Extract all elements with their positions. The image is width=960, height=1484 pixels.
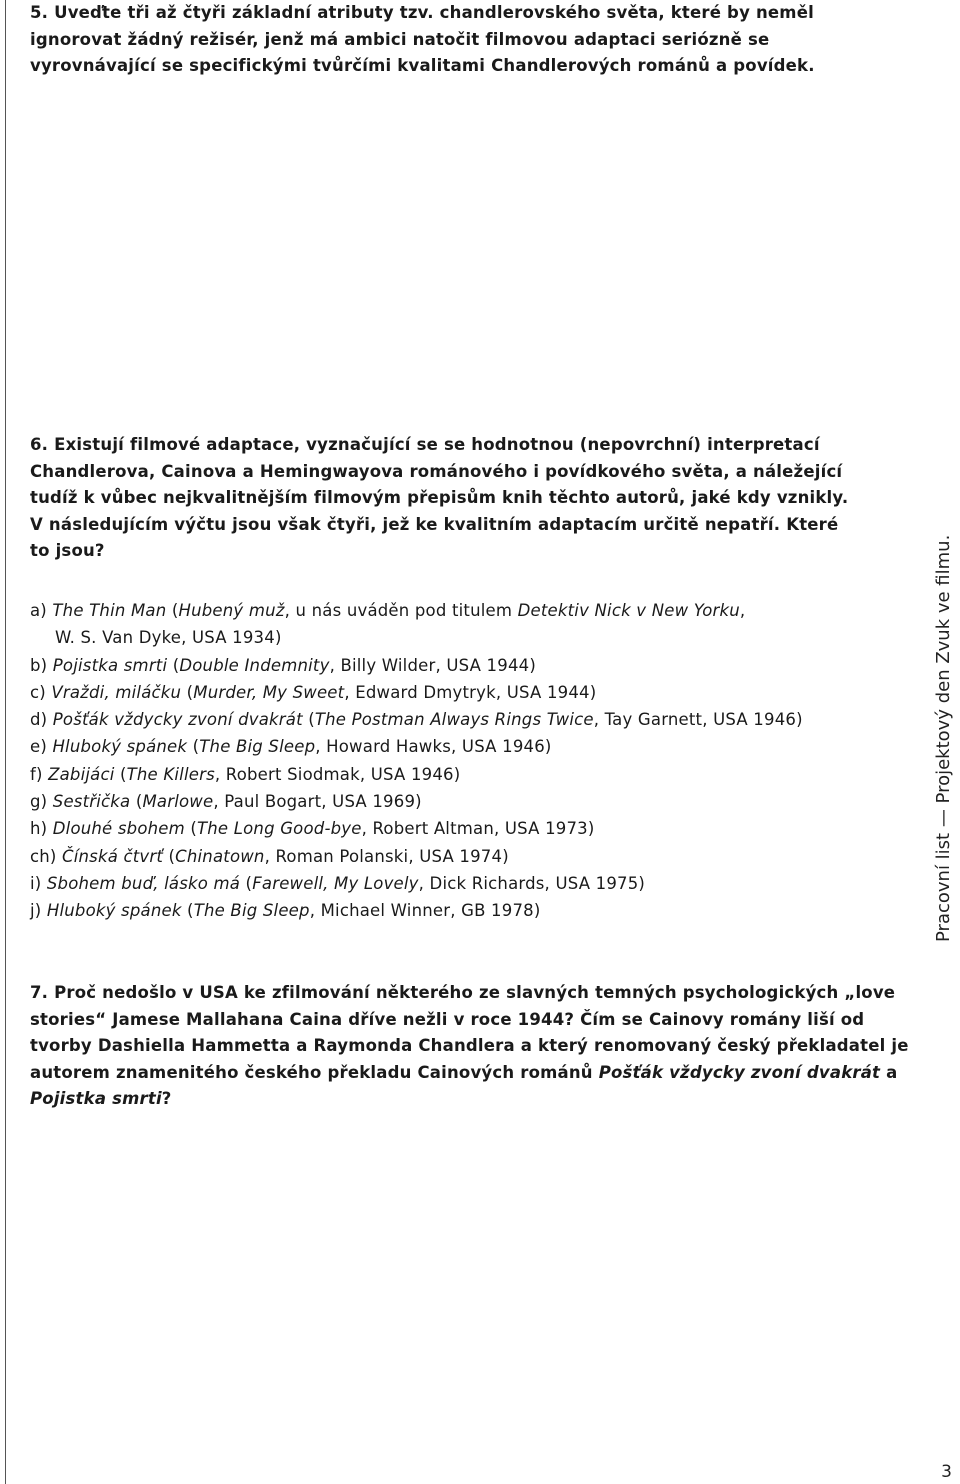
- question-6: 6. Existují filmové adaptace, vyznačující se se hodnotnou (nepovrchní) interpretací Chandlerova, Cainova a Hemingwayova románového i povídkového světa, a náležející tudíž k vůbec nejkvalitnějším filmovým přepisům knih těchto autorů, jaké kdy vznikly. V následujícím výčtu jsou však čtyři, jež ke kvalitním adaptacím určitě nepatří. Které to jsou?: [30, 435, 849, 560]
- option-e: e) Hluboký spánek (The Big Sleep, Howard Hawks, USA 1946): [30, 737, 552, 757]
- option-h: h) Dlouhé sbohem (The Long Good-bye, Robert Altman, USA 1973): [30, 819, 595, 839]
- page-number: 3: [941, 1462, 952, 1482]
- option-ch: ch) Čínská čtvrť (Chinatown, Roman Polanski, USA 1974): [30, 846, 509, 866]
- film-options-list: [30, 597, 890, 925]
- option-i: i) Sbohem buď, lásko má (Farewell, My Lovely, Dick Richards, USA 1975): [30, 873, 646, 893]
- option-g: g) Sestřička (Marlowe, Paul Bogart, USA 1969): [30, 792, 422, 812]
- sidebar-label: Pracovní list — Projektový den Zvuk ve filmu.: [933, 534, 954, 942]
- option-f: f) Zabijáci (The Killers, Robert Siodmak, USA 1946): [30, 764, 461, 784]
- option-j: j) Hluboký spánek (The Big Sleep, Michael Winner, GB 1978): [30, 901, 541, 921]
- question-7: 7. Proč nedošlo v USA ke zfilmování některého ze slavných temných psychologických „love stories“ Jamese Mallahana Caina dříve nežli v roce 1944? Čím se Cainovy romány liší od tvorby Dashiella Hammetta a Raymonda Chandlera a který renomovaný český překladatel je autorem znamenitého českého překladu Cainových románů Pošťák vždycky zvoní dvakrát a Pojistka smrti?: [30, 983, 909, 1108]
- option-a: a) The Thin Man (Hubený muž, u nás uváděn pod titulem Detektiv Nick v New Yorku,: [30, 601, 746, 620]
- option-b: b) Pojistka smrti (Double Indemnity, Billy Wilder, USA 1944): [30, 655, 536, 675]
- option-a-continuation: W. S. Van Dyke, USA 1934): [55, 628, 282, 648]
- question-5: 5. Uveďte tři až čtyři základní atributy tzv. chandlerovského světa, které by neměl ignorovat žádný režisér, jenž má ambici natočit filmovou adaptaci seriózně se vyrovnávající se specifickými tvůrčími kvalitami Chandlerových románů a povídek.: [30, 3, 815, 75]
- left-margin-rule: [5, 0, 6, 1484]
- option-c: c) Vraždi, miláčku (Murder, My Sweet, Edward Dmytryk, USA 1944): [30, 682, 597, 702]
- option-d: d) Pošťák vždycky zvoní dvakrát (The Postman Always Rings Twice, Tay Garnett, USA 1946): [30, 710, 803, 730]
